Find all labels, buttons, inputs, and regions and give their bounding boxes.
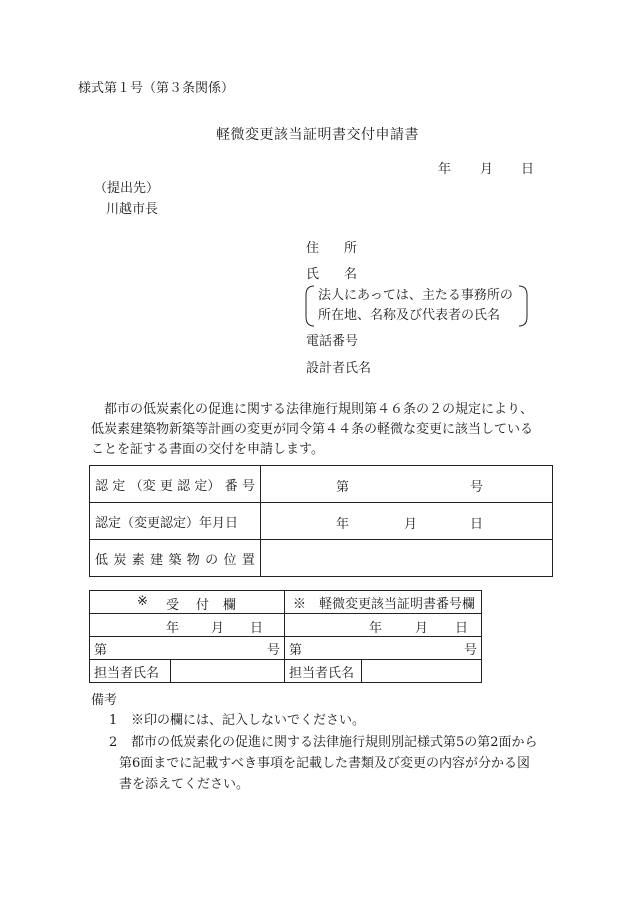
body-line1: 都市の低炭素化の促進に関する法律施行規則第４６条の２の規定により、 <box>104 402 534 417</box>
label-char: 番 <box>224 478 238 494</box>
date-month: 月 <box>480 162 494 177</box>
phone-label: 電話番号 <box>306 334 359 349</box>
table-row <box>90 614 482 637</box>
cert-number-header <box>285 591 482 614</box>
label-char: 認 <box>95 478 109 494</box>
cert-year: 年 <box>369 621 383 636</box>
label-char: 物 <box>186 552 200 568</box>
cert-number-dai: 第 <box>336 480 350 495</box>
label-char: 炭 <box>113 552 127 568</box>
table-row <box>90 637 482 660</box>
reception-date[interactable] <box>90 614 285 637</box>
label-char: の <box>205 552 219 568</box>
cert-month: 月 <box>415 621 429 636</box>
date-day: 日 <box>521 162 535 177</box>
cert-date-month: 月 <box>404 517 418 532</box>
certification-table <box>89 465 553 577</box>
right-bracket <box>518 285 528 327</box>
cert-number-label <box>90 466 261 503</box>
cert-go: 号 <box>463 642 477 658</box>
remark-2-line3: 書を添えてください。 <box>119 777 250 792</box>
left-bracket <box>305 285 315 327</box>
reception-header <box>90 591 285 614</box>
reception-char: 付 <box>196 598 210 613</box>
cert-day: 日 <box>455 621 469 636</box>
staff-label-text: 担当者氏名 <box>289 665 355 681</box>
remark-2-line2: 第6面までに記載すべき事項を記載した書類及び変更の内容が分かる図 <box>119 756 531 771</box>
corporate-note-line1: 法人にあっては、主たる事務所の <box>318 288 513 303</box>
table-row <box>90 591 482 614</box>
recipient-name: 川越市長 <box>106 202 159 217</box>
label-char: （変 <box>129 478 156 494</box>
date-year: 年 <box>438 162 452 177</box>
form-number: 様式第１号（第３条関係） <box>78 81 235 96</box>
remark-1-number: 1 <box>109 713 118 728</box>
label-char: 号 <box>241 478 255 494</box>
table-row <box>90 503 553 540</box>
label-char: 定） <box>194 478 221 494</box>
reception-day: 日 <box>250 621 264 636</box>
cert-staff-field[interactable] <box>362 660 482 683</box>
corporate-note-line2: 所在地、名称及び代表者の氏名 <box>318 308 501 323</box>
cert-date-field[interactable] <box>261 503 553 540</box>
reception-staff-label <box>90 660 171 683</box>
staff-label-text: 担当者氏名 <box>94 665 160 681</box>
address-label-1: 住 <box>306 241 320 256</box>
building-location-field[interactable] <box>261 540 553 577</box>
reception-mark: ※ <box>137 594 148 609</box>
label-char: 低 <box>95 552 109 568</box>
reception-number[interactable] <box>90 637 285 660</box>
reception-year: 年 <box>166 621 180 636</box>
designer-label: 設計者氏名 <box>306 361 372 376</box>
table-row <box>90 540 553 577</box>
recipient-label: （提出先） <box>94 181 160 196</box>
reception-month: 月 <box>211 621 225 636</box>
cert-date-label <box>90 503 261 540</box>
table-row <box>90 466 553 503</box>
label-char: 認 <box>177 478 191 494</box>
remark-2-number: 2 <box>109 735 118 750</box>
cert-number-header-text: ※ 軽微変更該当証明書番号欄 <box>293 596 476 612</box>
remarks-heading: 備考 <box>91 693 118 708</box>
cert-date-year: 年 <box>336 517 350 532</box>
cert-date-day: 日 <box>470 517 484 532</box>
cert-dai: 第 <box>289 642 303 658</box>
office-use-table <box>89 590 482 683</box>
reception-dai: 第 <box>94 642 108 658</box>
reception-go: 号 <box>266 642 280 658</box>
cert-staff-label <box>285 660 362 683</box>
table-row <box>90 660 482 683</box>
reception-staff-field[interactable] <box>171 660 285 683</box>
remark-2-line1: 都市の低炭素化の促進に関する法律施行規則別記様式第5の第2面から <box>131 735 538 750</box>
reception-char: 受 <box>166 598 180 613</box>
document-title: 軽微変更該当証明書交付申請書 <box>216 127 419 143</box>
body-line3: ことを証する書面の交付を申請します。 <box>91 442 324 457</box>
label-char: 位 <box>223 552 237 568</box>
cert-number[interactable] <box>285 637 482 660</box>
label-char: 更 <box>159 478 173 494</box>
label-char: 定 <box>112 478 126 494</box>
cert-issue-date[interactable] <box>285 614 482 637</box>
label-char: 建 <box>150 552 164 568</box>
cert-date-label-text: 認定（変更認定）年月日 <box>95 515 239 531</box>
label-char: 素 <box>131 552 145 568</box>
name-label-2: 名 <box>344 267 358 282</box>
building-location-label <box>90 540 261 577</box>
reception-char: 欄 <box>223 598 237 613</box>
cert-number-go: 号 <box>470 480 484 495</box>
name-label-1: 氏 <box>306 267 320 282</box>
body-line2: 低炭素建築物新築等計画の変更が同令第４４条の軽微な変更に該当している <box>91 422 534 437</box>
remark-1-text: ※印の欄には、記入しないでください。 <box>131 713 366 728</box>
label-char: 置 <box>241 552 255 568</box>
address-label-2: 所 <box>344 241 358 256</box>
label-char: 築 <box>168 552 182 568</box>
cert-number-field[interactable] <box>261 466 553 503</box>
